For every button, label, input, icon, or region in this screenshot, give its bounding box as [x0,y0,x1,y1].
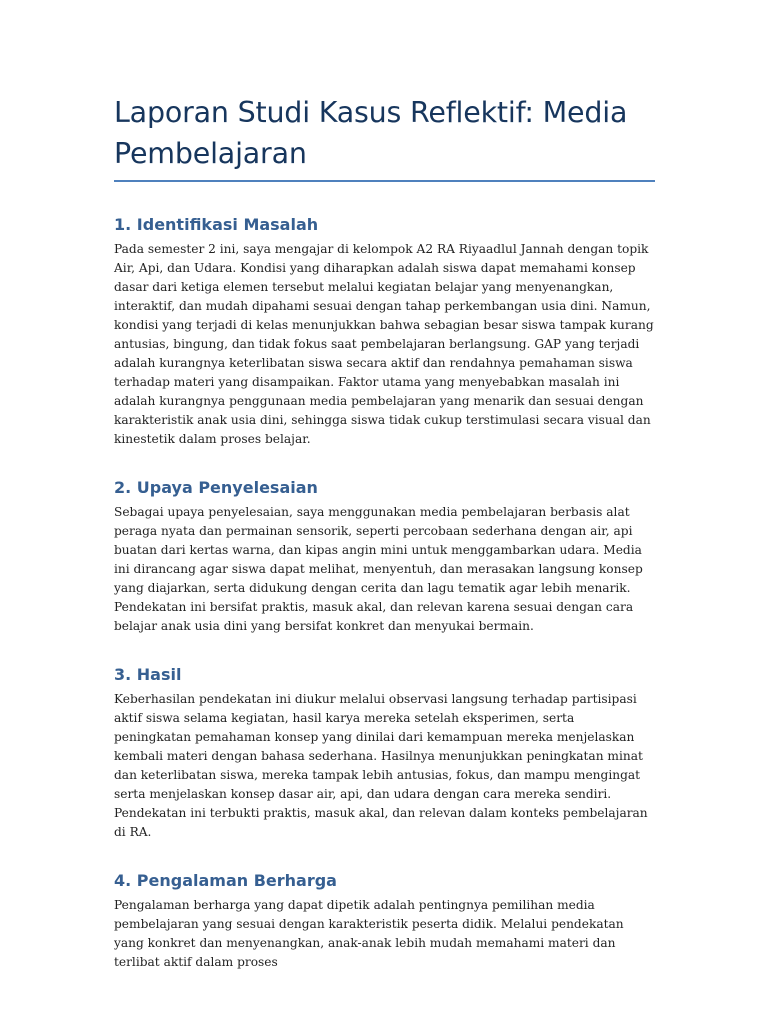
section-identifikasi-masalah [114,214,655,449]
section-paragraph: Pengalaman berharga yang dapat dipetik adalah pentingnya pemilihan media pembelajaran yang sesuai dengan karakteristik peserta didik. Melalui pendekatan yang konkret dan menyenangkan, anak-anak lebih mudah memahami materi dan terlibat aktif dalam proses [114,898,624,969]
document-title: Laporan Studi Kasus Reflektif: Media Pembelajaran [114,96,628,170]
document-page [114,92,655,1000]
section-heading: 3. Hasil [114,665,182,684]
section-paragraph: Sebagai upaya penyelesaian, saya menggunakan media pembelajaran berbasis alat peraga nyata dan permainan sensorik, seperti percobaan sederhana dengan air, api buatan dari kertas warna, dan kipas angin mini untuk menggambarkan udara. Media ini dirancang agar siswa dapat melihat, menyentuh, dan merasakan langsung konsep yang diajarkan, serta didukung dengan cerita dan lagu tematik agar lebih menarik. Pendekatan ini bersifat praktis, masuk akal, dan relevan karena sesuai dengan cara belajar anak usia dini yang bersifat konkret dan menyukai bermain. [114,505,643,633]
section-paragraph: Keberhasilan pendekatan ini diukur melalui observasi langsung terhadap partisipasi aktif siswa selama kegiatan, hasil karya mereka setelah eksperimen, serta peningkatan pemahaman konsep yang dinilai dari kemampuan mereka menjelaskan kembali materi dengan bahasa sederhana. Hasilnya menunjukkan peningkatan minat dan keterlibatan siswa, mereka tampak lebih antusias, fokus, dan mampu mengingat serta menjelaskan konsep dasar air, api, dan udara dengan cara mereka sendiri. Pendekatan ini terbukti praktis, masuk akal, dan relevan dalam konteks pembelajaran di RA. [114,692,648,839]
section-paragraph: Pada semester 2 ini, saya mengajar di kelompok A2 RA Riyaadlul Jannah dengan topik Air, Api, dan Udara. Kondisi yang diharapkan adalah siswa dapat memahami konsep dasar dari ketiga elemen tersebut melalui kegiatan belajar yang menyenangkan, interaktif, dan mudah dipahami sesuai dengan tahap perkembangan usia dini. Namun, kondisi yang terjadi di kelas menunjukkan bahwa sebagian besar siswa tampak kurang antusias, bingung, dan tidak fokus saat pembelajaran berlangsung. GAP yang terjadi adalah kurangnya keterlibatan siswa secara aktif dan rendahnya pemahaman siswa terhadap materi yang disampaikan. Faktor utama yang menyebabkan masalah ini adalah kurangnya penggunaan media pembelajaran yang menarik dan sesuai dengan karakteristik anak usia dini, sehingga siswa tidak cukup terstimulasi secara visual dan kinestetik dalam proses belajar. [114,242,654,446]
section-pengalaman-berharga [114,870,655,972]
section-heading: 2. Upaya Penyelesaian [114,478,318,497]
section-hasil [114,664,655,842]
section-heading: 4. Pengalaman Berharga [114,871,337,890]
section-upaya-penyelesaian [114,477,655,636]
section-heading: 1. Identifikasi Masalah [114,215,319,234]
title-underline-divider [114,180,655,182]
